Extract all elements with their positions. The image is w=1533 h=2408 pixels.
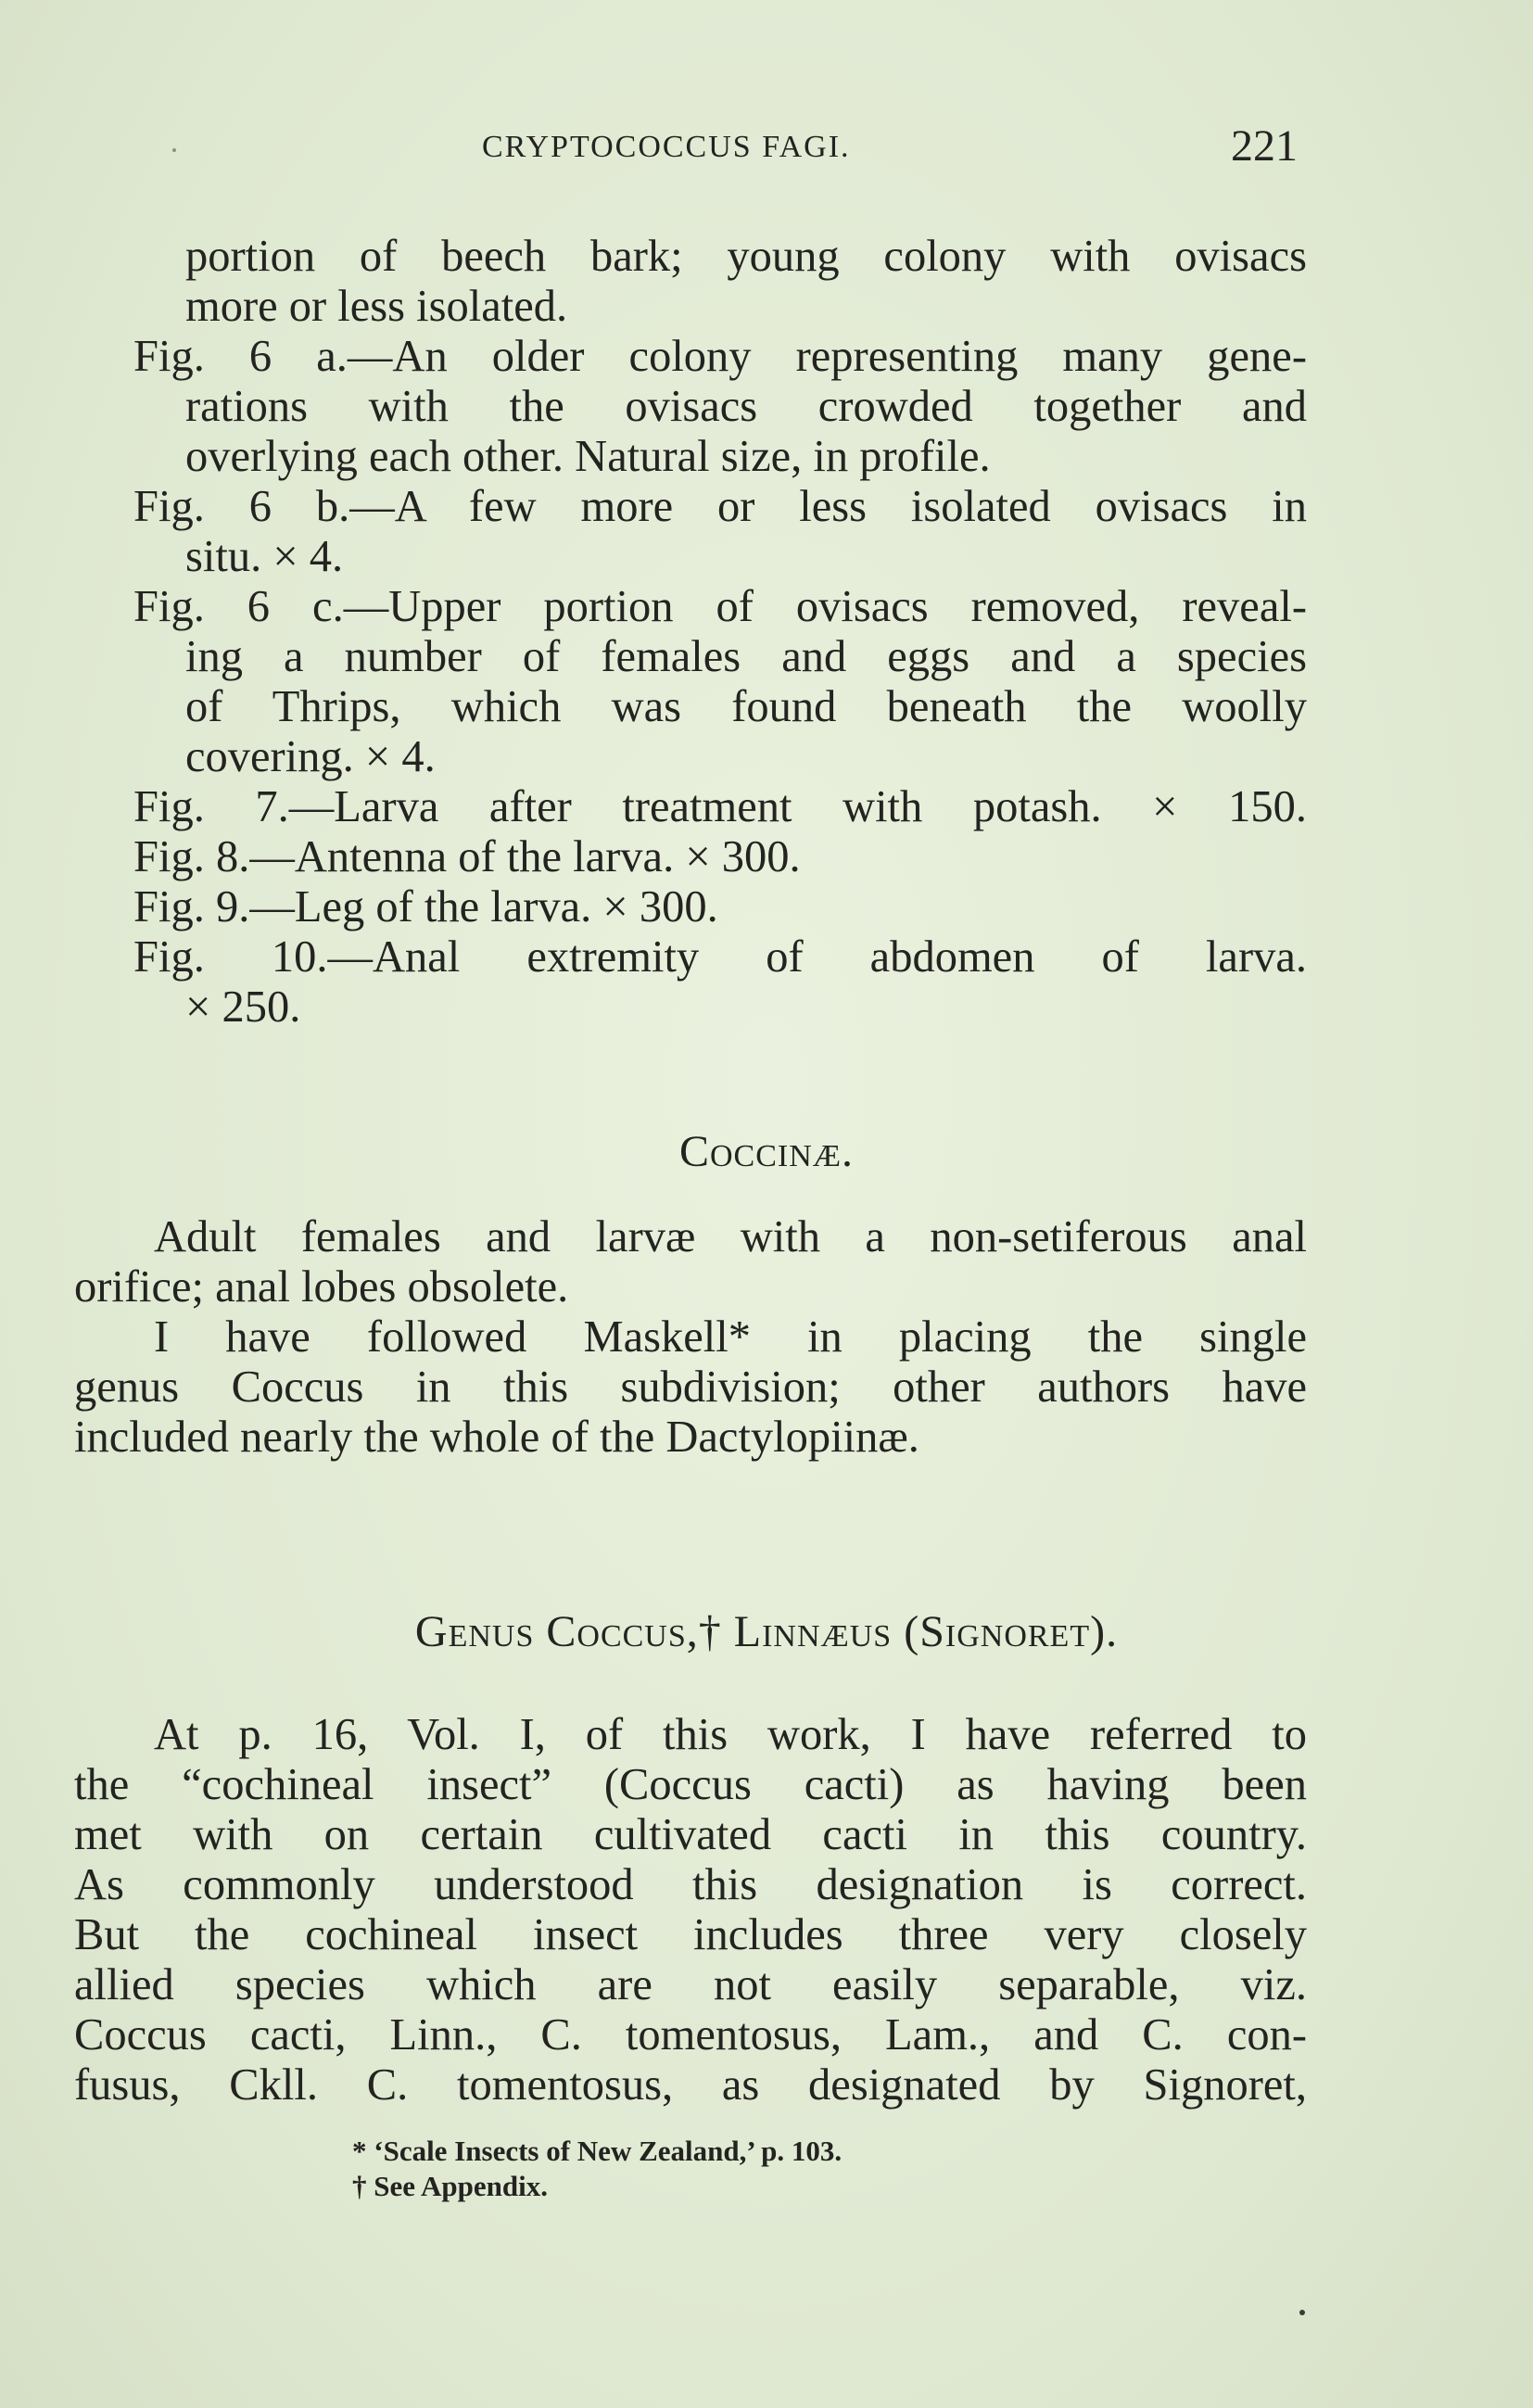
caption-line: ing a number of females and eggs and a species — [185, 632, 1307, 681]
caption-line: covering. × 4. — [185, 732, 436, 781]
coccinae-text — [74, 1212, 1307, 1463]
paragraph-line: fusus, Ckll. C. tomentosus, as designated by Signoret, — [74, 2060, 1307, 2110]
paragraph-line: allied species which are not easily separable, viz. — [74, 1960, 1307, 2009]
paragraph-line: But the cochineal insect includes three very closely — [74, 1910, 1307, 1959]
fig-6a-caption: Fig. 6 a.—An older colony representing many gene- — [133, 332, 1307, 381]
paragraph-line: met with on certain cultivated cacti in this country. — [74, 1810, 1307, 1859]
caption-line: portion of beech bark; young colony with ovisacs — [185, 232, 1307, 281]
fig-6c-caption: Fig. 6 c.—Upper portion of ovisacs removed, reveal- — [133, 582, 1307, 631]
paragraph-line: Adult females and larvæ with a non-setiferous anal — [154, 1212, 1307, 1261]
paragraph-line: orifice; anal lobes obsolete. — [74, 1262, 569, 1312]
caption-line: overlying each other. Natural size, in profile. — [185, 432, 991, 481]
fig-7-caption: Fig. 7.—Larva after treatment with potash. × 150. — [133, 782, 1307, 831]
fig-10-caption: Fig. 10.—Anal extremity of abdomen of larva. — [133, 932, 1307, 982]
page-number: 221 — [1231, 121, 1298, 171]
paper-speck — [1299, 2310, 1305, 2315]
footnote: * ‘Scale Insects of New Zealand,’ p. 103. — [352, 2135, 843, 2167]
paragraph-line: I have followed Maskell* in placing the single — [154, 1312, 1307, 1362]
fig-9-caption: Fig. 9.—Leg of the larva. × 300. — [133, 882, 718, 932]
fig-8-caption: Fig. 8.—Antenna of the larva. × 300. — [133, 832, 801, 881]
caption-line: situ. × 4. — [185, 532, 344, 581]
paragraph-line: At p. 16, Vol. I, of this work, I have referred to — [154, 1710, 1307, 1759]
coccinae-heading: Coccinæ. — [678, 1127, 855, 1176]
paragraph-line: As commonly understood this designation is correct. — [74, 1860, 1307, 1909]
genus-text — [74, 1710, 1307, 2110]
genus-heading: Genus Coccus,† Linnæus (Signoret). — [414, 1607, 1119, 1656]
footnote: † See Appendix. — [352, 2170, 549, 2202]
caption-line: × 250. — [185, 982, 301, 1032]
footnotes — [352, 2134, 842, 2204]
paper-speck — [172, 148, 176, 152]
caption-line: more or less isolated. — [185, 282, 568, 331]
figure-captions — [74, 232, 1307, 1033]
fig-6b-caption: Fig. 6 b.—A few more or less isolated ovisacs in — [133, 482, 1307, 531]
paragraph-line: genus Coccus in this subdivision; other authors have — [74, 1362, 1307, 1412]
paragraph-line: the “cochineal insect” (Coccus cacti) as having been — [74, 1760, 1307, 1809]
running-title: CRYPTOCOCCUS FAGI. — [482, 130, 851, 164]
caption-line: rations with the ovisacs crowded together and — [185, 382, 1307, 431]
paragraph-line: included nearly the whole of the Dactylopiinæ. — [74, 1413, 919, 1462]
caption-line: of Thrips, which was found beneath the woolly — [185, 682, 1307, 731]
paragraph-line: Coccus cacti, Linn., C. tomentosus, Lam., and C. con- — [74, 2010, 1307, 2059]
